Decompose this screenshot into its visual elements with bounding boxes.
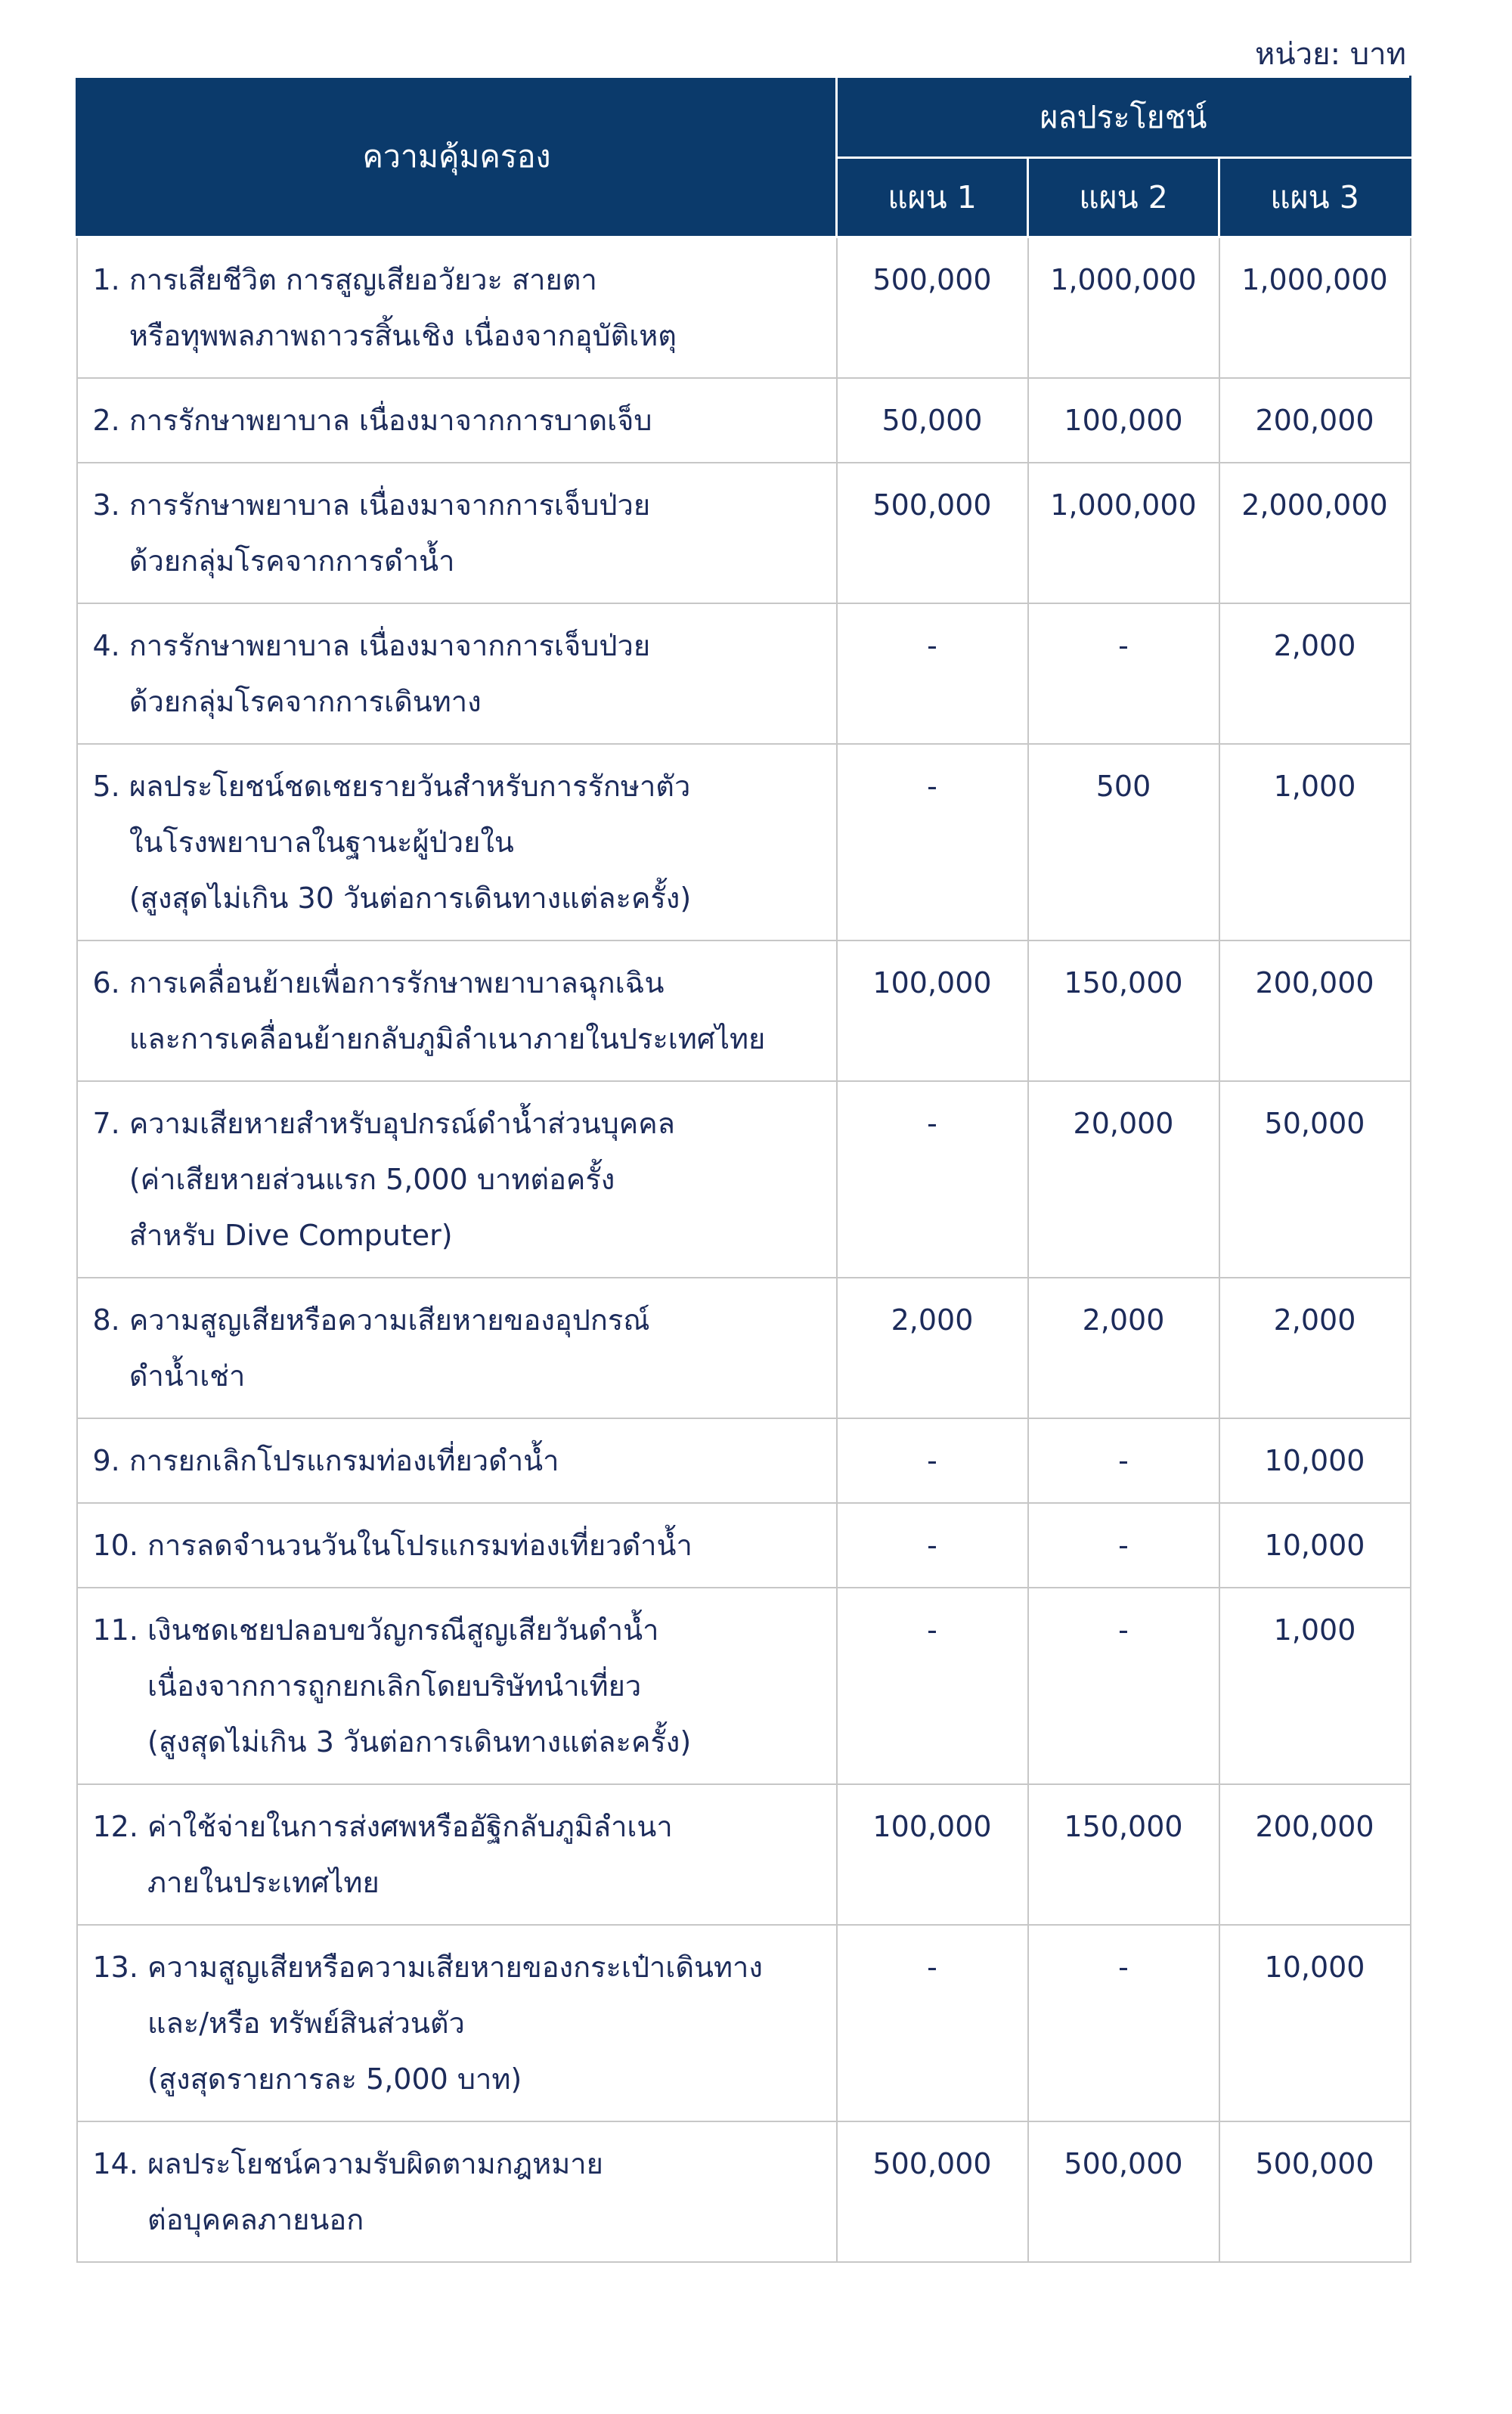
plan-1-value: -	[837, 1925, 1028, 2121]
plan-2-value: 150,000	[1028, 940, 1219, 1081]
plan-1-value: 100,000	[837, 940, 1028, 1081]
table-row	[77, 1588, 1411, 1784]
table-row	[77, 1503, 1411, 1588]
plan-3-value: 10,000	[1219, 1925, 1411, 2121]
plan-1-header: แผน 1	[837, 158, 1028, 237]
table-body	[77, 237, 1411, 2263]
coverage-text: ความสูญเสียหรือความเสียหายของอุปกรณ์ ดำน้ำเช่า	[129, 1303, 650, 1393]
table-row	[77, 744, 1411, 940]
plan-1-value: -	[837, 603, 1028, 744]
plan-3-value: 10,000	[1219, 1418, 1411, 1503]
plan-1-value: 50,000	[837, 378, 1028, 463]
plan-2-value: 1,000,000	[1028, 237, 1219, 379]
item-number: 11.	[92, 1613, 138, 1647]
item-number: 3.	[92, 488, 120, 522]
plan-1-value: -	[837, 1418, 1028, 1503]
plan-3-value: 10,000	[1219, 1503, 1411, 1588]
plan-1-value: 500,000	[837, 463, 1028, 603]
coverage-cell	[77, 1588, 837, 1784]
item-number: 10.	[92, 1529, 138, 1562]
plan-3-value: 1,000	[1219, 1588, 1411, 1784]
plan-2-header: แผน 2	[1028, 158, 1219, 237]
coverage-cell	[77, 940, 837, 1081]
coverage-cell	[77, 1278, 837, 1418]
coverage-text: ผลประโยชน์ความรับผิดตามกฎหมาย ต่อบุคคลภายนอก	[147, 2147, 603, 2236]
unit-label: หน่วย: บาท	[1254, 37, 1406, 72]
plan-2-value: 500,000	[1028, 2121, 1219, 2262]
coverage-text: การเสียชีวิต การสูญเสียอวัยวะ สายตา หรือทุพพลภาพถาวรสิ้นเชิง เนื่องจากอุบัติเหตุ	[129, 263, 677, 352]
plan-1-value: -	[837, 744, 1028, 940]
plan-2-value: 1,000,000	[1028, 463, 1219, 603]
plan-3-value: 200,000	[1219, 378, 1411, 463]
plan-3-value: 1,000	[1219, 744, 1411, 940]
item-number: 1.	[92, 263, 120, 296]
item-number: 12.	[92, 1810, 138, 1843]
plan-3-value: 2,000,000	[1219, 463, 1411, 603]
plan-1-value: 100,000	[837, 1784, 1028, 1925]
plan-2-value: -	[1028, 1418, 1219, 1503]
coverage-text: การยกเลิกโปรแกรมท่องเที่ยวดำน้ำ	[129, 1444, 559, 1477]
plan-2-value: -	[1028, 603, 1219, 744]
coverage-cell	[77, 237, 837, 379]
plan-1-value: 500,000	[837, 2121, 1028, 2262]
plan-1-value: 2,000	[837, 1278, 1028, 1418]
plan-3-value: 2,000	[1219, 1278, 1411, 1418]
coverage-text: ความสูญเสียหรือความเสียหายของกระเป๋าเดินทาง และ/หรือ ทรัพย์สินส่วนตัว (สูงสุดรายการละ 5,000 บาท)	[147, 1951, 763, 2096]
table-row	[77, 237, 1411, 379]
plan-2-value: 100,000	[1028, 378, 1219, 463]
plan-3-value: 200,000	[1219, 1784, 1411, 1925]
coverage-text: ผลประโยชน์ชดเชยรายวันสำหรับการรักษาตัว ในโรงพยาบาลในฐานะผู้ป่วยใน (สูงสุดไม่เกิน 30 วันต่อการเดินทางแต่ละครั้ง)	[129, 770, 692, 915]
coverage-text: เงินชดเชยปลอบขวัญกรณีสูญเสียวันดำน้ำ เนื่องจากการถูกยกเลิกโดยบริษัทนำเที่ยว (สูงสุดไม่เกิน 3 วันต่อการเดินทางแต่ละครั้ง)	[147, 1613, 692, 1759]
coverage-text: ค่าใช้จ่ายในการส่งศพหรืออัฐิกลับภูมิลำเนา ภายในประเทศไทย	[147, 1810, 673, 1899]
plan-3-header: แผน 3	[1219, 158, 1411, 237]
coverage-text: การเคลื่อนย้ายเพื่อการรักษาพยาบาลฉุกเฉิน และการเคลื่อนย้ายกลับภูมิลำเนาภายในประเทศไทย	[129, 966, 766, 1055]
coverage-cell	[77, 603, 837, 744]
plan-3-value: 200,000	[1219, 940, 1411, 1081]
table-row	[77, 603, 1411, 744]
coverage-text: การรักษาพยาบาล เนื่องมาจากการเจ็บป่วย ด้วยกลุ่มโรคจากการดำน้ำ	[129, 488, 651, 578]
item-number: 9.	[92, 1444, 120, 1477]
plan-1-value: -	[837, 1503, 1028, 1588]
item-number: 5.	[92, 770, 120, 803]
plan-3-value: 2,000	[1219, 603, 1411, 744]
table-row	[77, 1418, 1411, 1503]
table-header	[77, 77, 1411, 237]
plan-2-value: 500	[1028, 744, 1219, 940]
coverage-cell	[77, 1503, 837, 1588]
coverage-cell	[77, 463, 837, 603]
table-row	[77, 1784, 1411, 1925]
coverage-cell	[77, 744, 837, 940]
plan-1-value: 500,000	[837, 237, 1028, 379]
table-row	[77, 1925, 1411, 2121]
coverage-cell	[77, 1081, 837, 1278]
plan-1-value: -	[837, 1588, 1028, 1784]
plan-2-value: 150,000	[1028, 1784, 1219, 1925]
table-row	[77, 378, 1411, 463]
coverage-cell	[77, 2121, 837, 2262]
plan-2-value: 2,000	[1028, 1278, 1219, 1418]
item-number: 2.	[92, 404, 120, 437]
coverage-cell	[77, 1784, 837, 1925]
plan-3-value: 500,000	[1219, 2121, 1411, 2262]
coverage-text: การรักษาพยาบาล เนื่องมาจากการบาดเจ็บ	[129, 404, 652, 437]
plan-2-value: 20,000	[1028, 1081, 1219, 1278]
table-row	[77, 940, 1411, 1081]
coverage-cell	[77, 1418, 837, 1503]
plan-3-value: 50,000	[1219, 1081, 1411, 1278]
coverage-cell	[77, 378, 837, 463]
coverage-header: ความคุ้มครอง	[77, 77, 837, 237]
item-number: 7.	[92, 1107, 120, 1140]
plan-2-value: -	[1028, 1925, 1219, 2121]
item-number: 4.	[92, 629, 120, 662]
coverage-text: การรักษาพยาบาล เนื่องมาจากการเจ็บป่วย ด้วยกลุ่มโรคจากการเดินทาง	[129, 629, 651, 718]
item-number: 6.	[92, 966, 120, 999]
table-row	[77, 463, 1411, 603]
coverage-cell	[77, 1925, 837, 2121]
coverage-table	[76, 76, 1411, 2263]
item-number: 14.	[92, 2147, 138, 2180]
item-number: 8.	[92, 1303, 120, 1337]
benefits-header: ผลประโยชน์	[837, 77, 1411, 158]
plan-2-value: -	[1028, 1588, 1219, 1784]
table-row	[77, 2121, 1411, 2262]
table-row	[77, 1081, 1411, 1278]
plan-2-value: -	[1028, 1503, 1219, 1588]
item-number: 13.	[92, 1951, 138, 1984]
plan-1-value: -	[837, 1081, 1028, 1278]
coverage-text: การลดจำนวนวันในโปรแกรมท่องเที่ยวดำน้ำ	[147, 1529, 692, 1562]
coverage-text: ความเสียหายสำหรับอุปกรณ์ดำน้ำส่วนบุคคล (ค่าเสียหายส่วนแรก 5,000 บาทต่อครั้ง สำหรับ Dive Computer)	[129, 1107, 675, 1252]
plan-3-value: 1,000,000	[1219, 237, 1411, 379]
table-row	[77, 1278, 1411, 1418]
